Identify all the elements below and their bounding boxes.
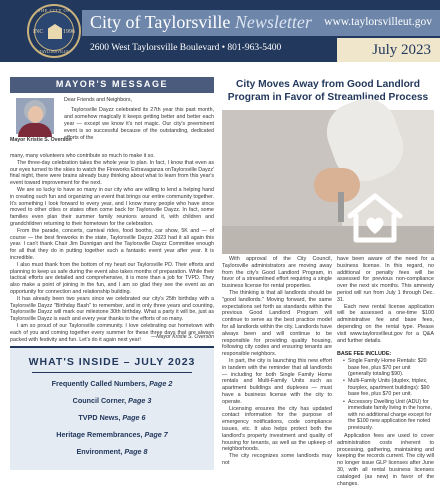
toc-item-label: TVPD News, (78, 413, 121, 422)
mayor-letter-paragraph: many, many volunteers who contribute so much to make it so. (10, 153, 155, 159)
toc-item[interactable] (10, 396, 214, 405)
mayor-message-banner (10, 77, 214, 93)
mayor-photo-caption: Mayor Kristie S. Overson (10, 137, 72, 143)
article-paragraph: Licensing ensures the city has updated contact information for the purpose of emergency notifications, code compliance issues, etc. It also helps protect both the landlord's property investment and quality of housing for tenants, as well as the upkeep of neighborhoods. (222, 405, 332, 453)
divider (32, 372, 192, 373)
fees-heading: BASE FEE INCLUDE: (337, 351, 392, 357)
fees-list (343, 358, 434, 432)
article-column-1 (222, 256, 332, 467)
toc-item-label: Heritage Remembrances, (56, 430, 143, 439)
website-link[interactable]: www.taylorsvilleut.gov (324, 16, 432, 28)
seal-left-text: INC (33, 29, 44, 35)
article-title: City Moves Away from Good Landlord Program in Favor of Streamlined Process (227, 79, 429, 103)
issue-month: July 2023 (372, 42, 431, 58)
article-paragraph: Each new rental license application will be assessed a one-time $100 administrative fee and base fees, depending on the rental type. Please visit www.taylorsvilleut.gov for a Q&A and further details. (337, 303, 434, 344)
fee-item: • Single Family Home Rentals: $20 base fee, plus $70 per unit (generally totaling $90). (343, 358, 434, 378)
fee-item: • Accessory Dwelling Unit (ADU) for immediate family living in the home, with no additional charge except for the $100 new application fee noted previously. (343, 399, 434, 432)
mayor-letter-intro (64, 97, 214, 142)
fee-item: • Multi-Family Units (duplex, triplex, fourplex, apartment buildings): $90 base fee, plus $70 per unit. (343, 378, 434, 398)
seal-emblem (48, 24, 62, 39)
key (338, 192, 344, 222)
newsletter-title-main: City of Taylorsville (90, 12, 231, 32)
whats-inside-box (10, 346, 214, 470)
seal-right-text: 1996 (63, 29, 75, 35)
toc-item[interactable] (10, 447, 214, 456)
mayor-letter-paragraph: We are so lucky to have so many in our city who are willing to lend a helping hand in creating such fun and organizing an event that brings our entire community together. It's something I look forward to every year, and I know many people who have since moved to other cities or states often come back for Taylorsville Dayzz. In fact, some families even plan their summer family reunions around it, with children and grandchildren returning to their hometown for the celebration. (10, 186, 214, 227)
article-closing-paragraph: Application fees are used to cover administration costs inherent to processing, gathering, maintaining and keeping the records current. The city will no longer issue GLP licenses after June 30, with all rental business licenses cataloged (as new) in favor of the changes. (337, 433, 434, 487)
mayor-letter-body (10, 153, 214, 343)
article-photo (222, 110, 434, 254)
toc-item[interactable] (10, 430, 214, 439)
issue-date-tab (337, 38, 440, 62)
city-address: 2600 West Taylorsville Boulevard • 801-963-5400 (90, 43, 282, 53)
toc-item-label: Frequently Called Numbers, (51, 379, 148, 388)
mayor-letter-intro-text: Taylorsville Dayzz celebrated its 27th year this past month, and somehow magically it keeps getting better and better each year — except we know it's not magic. Our city's preeminent event is so successful because of the outstanding, dedicated efforts of the (64, 107, 214, 142)
article-paragraph: have been aware of the need for a business license. In this regard, no additional or penalty fees will be assessed for previous non-compliance over the next six months. This amnesty period will run from July 1 through Dec. 31. (337, 256, 434, 303)
article-paragraph: The city recognizes some landlords may not (222, 453, 332, 466)
newsletter-title-italic: Newsletter (234, 12, 312, 32)
mayor-letter-paragraph: I am so proud of our Taylorsville community. I love celebrating our hometown with each of you and coming together every summer for these three days that are always packed with festivity and fun. Let's do it again next year! (10, 322, 214, 343)
mayor-letter-paragraph: It has already been two years since we celebrated our city's 25th birthday with a Taylorsville Dayzz "Birthday Bash" to remember, and in only three years and counting, Taylorsville Dayzz will mark our milestone 30th birthday. What a party it will be, just as Taylorsville Dayzz is each and every year thanks to the efforts of so many. (10, 295, 214, 323)
mayor-photo (16, 98, 54, 134)
house-keychain-icon (346, 192, 404, 244)
toc-item-page: Page 8 (124, 447, 148, 456)
seal-bottom-text: TAYLORSVILLE (39, 49, 69, 54)
title-band (82, 10, 440, 36)
newsletter-title (90, 12, 312, 33)
article-paragraph: The thinking is that all landlords should be "good landlords." Moving forward, the same expectations set forth as standards within the previous Good Landlord Program will continue to serve as the best practice model for all landlords within the city. Landlords have always been and will continue to be responsible for providing quality housing, following city codes and ensuring tenants are responsible neighbors. (222, 289, 332, 358)
article-paragraph: In part, the city is launching this new effort in tandem with the reminder that all landlords — including for both Single Family Home rentals and Multi-Family Units such as apartment buildings and duplexes — must have a business license with the city to operate. (222, 357, 332, 405)
toc-item-page: Page 3 (128, 396, 152, 405)
toc-item-label: Environment, (76, 447, 123, 456)
toc-item-page: Page 2 (149, 379, 173, 388)
toc-item-page: Page 7 (144, 430, 168, 439)
city-seal-icon (27, 4, 81, 58)
seal-top-text: THE CITY OF (37, 8, 71, 13)
article-column-2 (337, 256, 434, 344)
masthead (0, 0, 440, 62)
mayor-letter-paragraph: From the parade, concerts, carnival rides, food booths, car show, 5K and — of course — the best fireworks in the state, Taylorsville Dayzz 2023 had it all again this year. I can't thank Chair Jim Dunnigan and the Taylorsville Dayzz Committee enough for all that they do in putting together such a fantastic event year after year. It is incredible. (10, 227, 214, 261)
toc-item[interactable] (10, 413, 214, 422)
mayor-letter-paragraph: The three-day celebration takes the whole year to plan. In fact, I know that even as our eyes turned to the skies to watch the Fireworks Extravaganza onTaylorsville Dayzz' final night, there were brains already busy thinking about what to learn from this year's event toward improvement for the next. (10, 159, 214, 187)
mayor-letter-greeting: Dear Friends and Neighbors, (64, 97, 133, 103)
toc-item-label: Council Corner, (72, 396, 127, 405)
article-paragraph: With approval of the City Council, Taylorsville administrators are moving away from the city's Good Landlord Program, in favor of a streamlined effort requiring a single business license for rental properties. (222, 256, 332, 290)
whats-inside-title: WHAT'S INSIDE – JULY 2023 (28, 356, 196, 368)
mayor-signoff: —Mayor Kristie S. Overson (151, 334, 214, 340)
toc-item-page: Page 6 (122, 413, 146, 422)
toc-item[interactable] (10, 379, 214, 388)
mayor-message-heading: MAYOR'S MESSAGE (55, 79, 169, 89)
mayor-letter-paragraph: I also must thank from the bottom of my heart our Taylorsville PD. Their efforts and planning to keep us safe during the event also takes months of preparation. While their tactical efforts are detailed and comprehensive, it is more than a job for TVPD. They also make a point of joining in the fun, and I am so glad they see the event as an opportunity for connection and relationship building. (10, 261, 214, 295)
